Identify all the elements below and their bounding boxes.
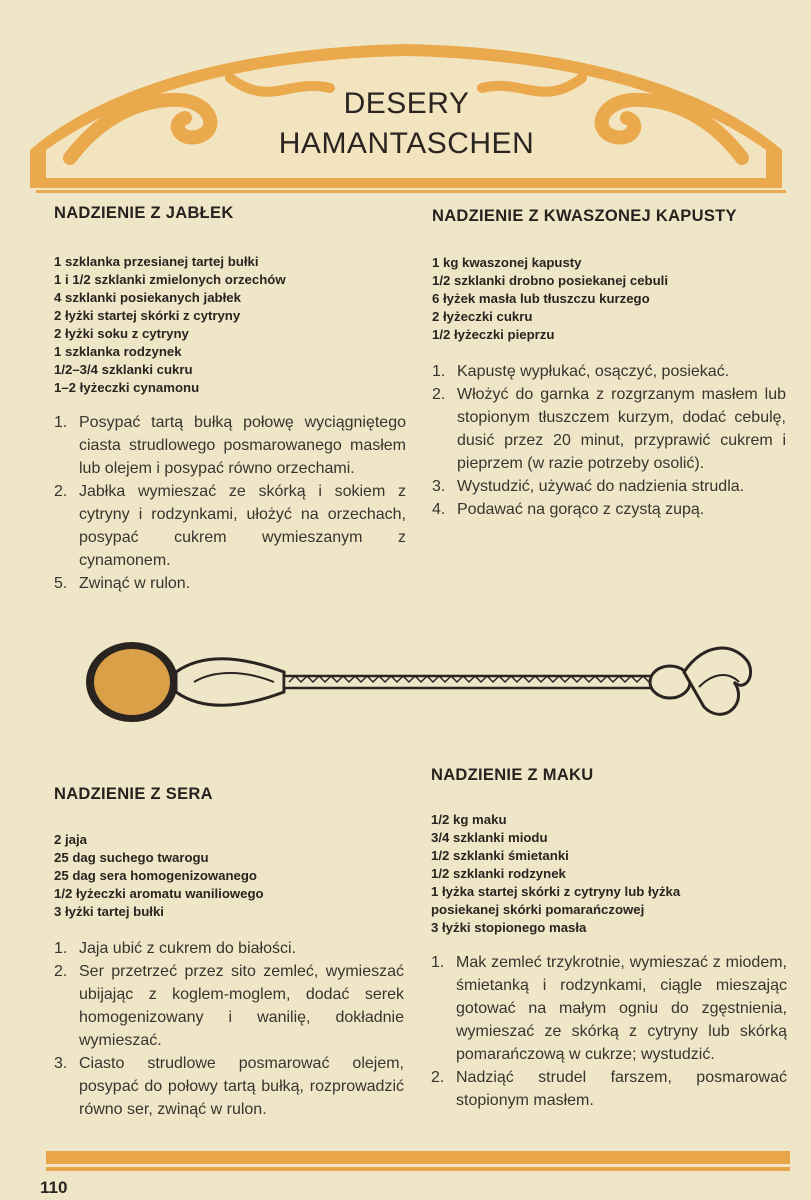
- page-number: 110: [40, 1178, 68, 1197]
- step-number: 2.: [54, 963, 68, 980]
- ingredient: 2 jaja: [54, 832, 87, 847]
- ingredient: 1 szklanka rodzynek: [54, 344, 182, 359]
- ingredient: 3 łyżki stopionego masła: [431, 920, 587, 935]
- ingredient-list: [432, 254, 786, 344]
- step-text: Jaja ubić z cukrem do białości.: [79, 940, 296, 957]
- ornamental-spoon-illustration: [84, 632, 756, 732]
- step-number: 2.: [54, 483, 68, 500]
- section-heading: NADZIENIE Z SERA: [54, 785, 213, 803]
- ingredient: 1 łyżka startej skórki z cytryny lub łyżka: [431, 884, 681, 899]
- step: [54, 960, 404, 1052]
- footer-divider-thin: [46, 1167, 790, 1171]
- step-number: 2.: [431, 1069, 445, 1086]
- title-line-dish: HAMANTASCHEN: [278, 127, 535, 160]
- ingredient: 1 i 1/2 szklanki zmielonych orzechów: [54, 272, 286, 287]
- step: [54, 1052, 404, 1121]
- step-list: [54, 937, 404, 1121]
- ingredient: 25 dag suchego twarogu: [54, 850, 209, 865]
- section-sauerkraut-filling: [432, 207, 786, 521]
- step-number: 5.: [54, 575, 68, 592]
- step-number: 1.: [54, 940, 68, 957]
- step: [432, 475, 786, 498]
- title-line-category: DESERY: [343, 87, 470, 120]
- section-heading: NADZIENIE Z MAKU: [431, 766, 594, 784]
- ingredient: 1/2 szklanki rodzynek: [431, 866, 566, 881]
- step-number: 3.: [432, 478, 446, 495]
- step: [431, 951, 787, 1066]
- header-divider: [36, 190, 786, 193]
- section-heading: NADZIENIE Z JABŁEK: [54, 204, 234, 222]
- step-number: 1.: [431, 954, 445, 971]
- ingredient: 1/2 łyżeczki aromatu waniliowego: [54, 886, 264, 901]
- step-text: Zwinąć w rulon.: [79, 575, 191, 592]
- ingredient-list: [431, 811, 787, 937]
- ingredient: 3 łyżki tartej bułki: [54, 904, 164, 919]
- step-text: Jabłka wymieszać ze skórką i sokiem z cytryny i rodzynkami, ułożyć na orzechach, posypać cukrem wymieszanym z cynamonem.: [79, 483, 406, 569]
- step-text: Włożyć do garnka z rozgrzanym masłem lub stopionym tłuszczem kurzym, dodać cebulę, dusić przez 20 minut, przyprawić cukrem i pieprzem (w razie potrzeby osolić).: [457, 386, 786, 472]
- footer-divider: [46, 1151, 790, 1164]
- step: [432, 360, 786, 383]
- step: [54, 937, 404, 960]
- step: [54, 480, 406, 572]
- section-heading: NADZIENIE Z KWASZONEJ KAPUSTY: [432, 207, 737, 225]
- ingredient: 6 łyżek masła lub tłuszczu kurzego: [432, 291, 650, 306]
- step-list: [431, 951, 787, 1112]
- section-cheese-filling: [54, 785, 404, 1121]
- step-text: Podawać na gorąco z czystą zupą.: [457, 501, 705, 518]
- ingredient: 1/2 kg maku: [431, 812, 507, 827]
- ingredient: 1/2 szklanki drobno posiekanej cebuli: [432, 273, 668, 288]
- step-number: 4.: [432, 501, 446, 518]
- ingredient: 1–2 łyżeczki cynamonu: [54, 380, 200, 395]
- step-text: Posypać tartą bułką połowę wyciągniętego ciasta strudlowego posmarowanego masłem lub olejem i posypać równo orzechami.: [79, 414, 406, 477]
- ingredient-list: [54, 253, 406, 397]
- ingredient: 2 łyżki startej skórki z cytryny: [54, 308, 241, 323]
- step-text: Ser przetrzeć przez sito zemleć, wymieszać ubijając z koglem-moglem, dodać serek homogenizowany i wanilię, dokładnie wymieszać.: [79, 963, 404, 1049]
- ingredient: 4 szklanki posiekanych jabłek: [54, 290, 241, 305]
- step-text: Nadziąć strudel farszem, posmarować stopionym masłem.: [456, 1069, 787, 1109]
- page-title: [0, 84, 811, 164]
- step: [432, 383, 786, 475]
- step-list: [54, 411, 406, 595]
- ingredient: posiekanej skórki pomarańczowej: [431, 902, 645, 917]
- ingredient: 2 łyżki soku z cytryny: [54, 326, 189, 341]
- step-number: 2.: [432, 386, 446, 403]
- step: [432, 498, 786, 521]
- ingredient: 1/2 łyżeczki pieprzu: [432, 327, 555, 342]
- section-poppy-filling: [431, 766, 787, 1112]
- ingredient: 25 dag sera homogenizowanego: [54, 868, 257, 883]
- ingredient: 1 kg kwaszonej kapusty: [432, 255, 582, 270]
- step: [54, 572, 406, 595]
- step-list: [432, 360, 786, 521]
- step-number: 1.: [54, 414, 68, 431]
- step-number: 1.: [432, 363, 446, 380]
- section-apple-filling: [54, 204, 406, 595]
- ingredient: 1 szklanka przesianej tartej bułki: [54, 254, 259, 269]
- step-text: Mak zemleć trzykrotnie, wymieszać z miodem, śmietanką i rodzynkami, ciągle mieszając gotować na małym ogniu do zgęstnienia, wymieszać ze skórką z cytryny lub skórką pomarańczową w cukrze; wystudzić.: [456, 954, 787, 1063]
- step-text: Ciasto strudlowe posmarować olejem, posypać do połowy tartą bułką, rozprowadzić równo ser, zwinąć w rulon.: [79, 1055, 404, 1118]
- step-text: Wystudzić, używać do nadzienia strudla.: [457, 478, 745, 495]
- step-number: 3.: [54, 1055, 68, 1072]
- ingredient-list: [54, 831, 404, 921]
- ingredient: 1/2 szklanki śmietanki: [431, 848, 569, 863]
- ingredient: 1/2–3/4 szklanki cukru: [54, 362, 193, 377]
- step: [54, 411, 406, 480]
- ingredient: 3/4 szklanki miodu: [431, 830, 548, 845]
- step: [431, 1066, 787, 1112]
- step-text: Kapustę wypłukać, osączyć, posiekać.: [457, 363, 730, 380]
- ingredient: 2 łyżeczki cukru: [432, 309, 533, 324]
